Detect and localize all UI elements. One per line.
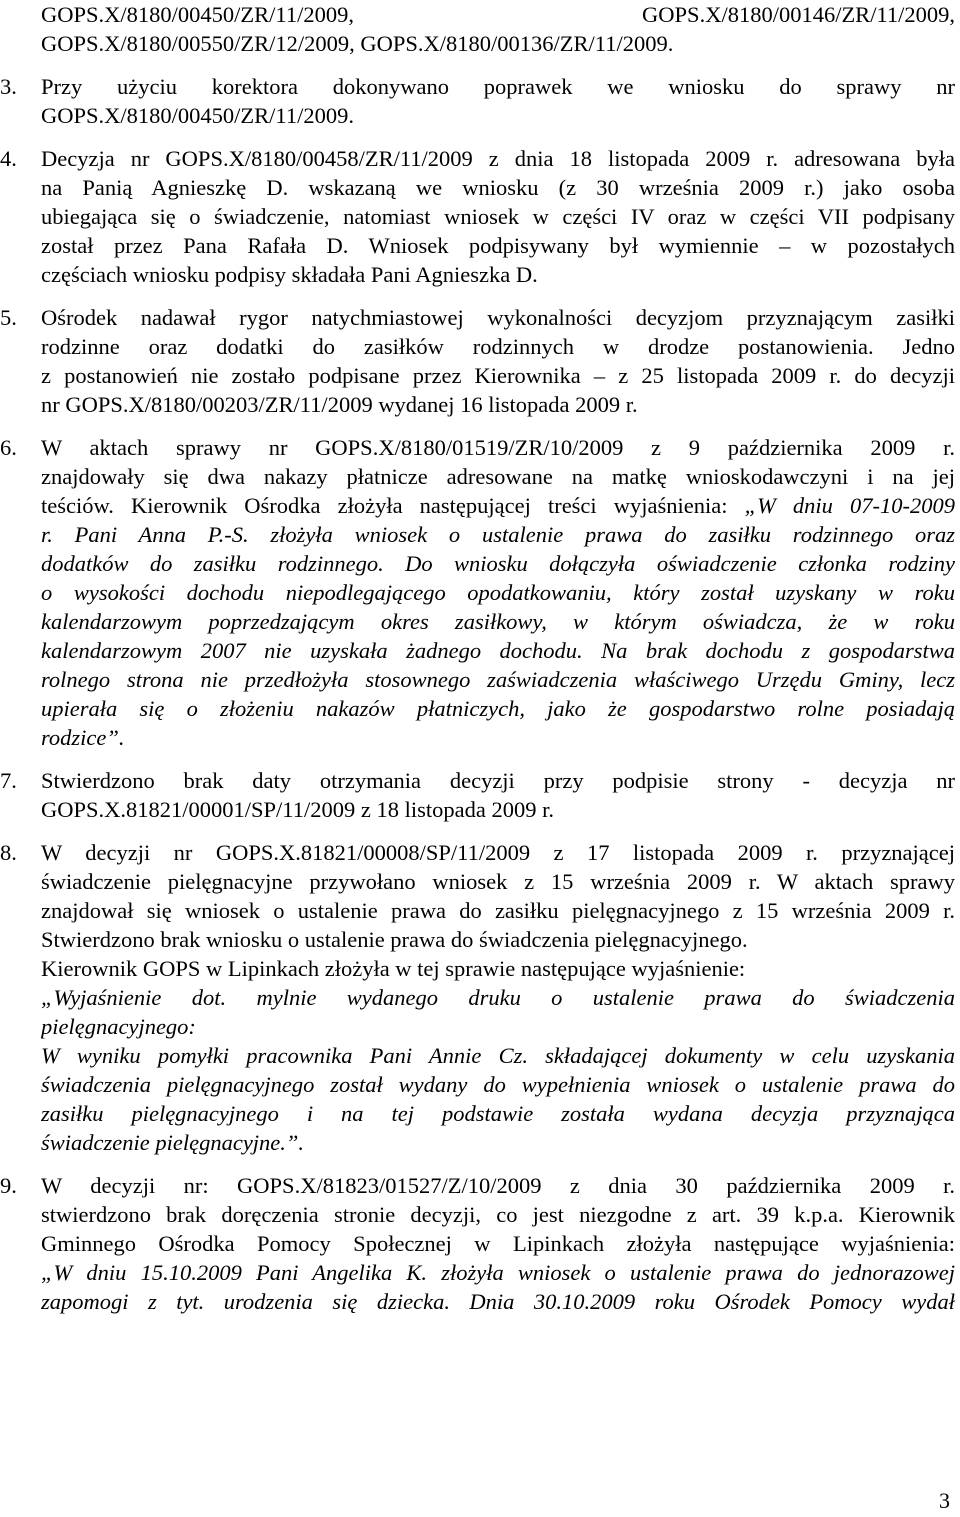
item-line: „Wyjaśnienie dot. mylnie wydanego druku o ustalenie prawa do świadczenia xyxy=(41,985,955,1010)
item-line: GOPS.X.81821/00001/SP/11/2009 z 18 listopada 2009 r. xyxy=(41,797,554,822)
item-line: częściach wniosku podpisy składała Pani Agnieszka D. xyxy=(41,262,538,287)
item-line: upierała się o złożeniu nakazów płatniczych, jako że gospodarstwo rolne posiadają xyxy=(41,696,955,721)
item-number: 4. xyxy=(0,146,17,171)
item-line: rodzinne oraz dodatki do zasiłków rodzinnych w drodze postanowienia. Jedno xyxy=(41,334,955,359)
item-line: Stwierdzono brak wniosku o ustalenie prawa do świadczenia pielęgnacyjnego. xyxy=(41,927,748,952)
item-line: 7. Stwierdzono brak daty otrzymania decyzji przy podpisie strony - decyzja nr xyxy=(0,768,955,793)
item-line: rodzice”. xyxy=(41,725,125,750)
header-line: GOPS.X/8180/00450/ZR/11/2009, GOPS.X/8180/00146/ZR/11/2009, xyxy=(41,2,955,27)
item-line: 6. W aktach sprawy nr GOPS.X/8180/01519/ZR/10/2009 z 9 października 2009 r. xyxy=(0,435,955,460)
item-number: 8. xyxy=(0,840,17,865)
item-line: 5. Ośrodek nadawał rygor natychmiastowej wykonalności decyzjom przyznającym zasiłki xyxy=(0,305,955,330)
header-line: GOPS.X/8180/00550/ZR/12/2009, GOPS.X/8180/00136/ZR/11/2009. xyxy=(41,31,674,56)
item-line: zasiłku pielęgnacyjnego i na tej podstawie została wydana decyzja przyznająca xyxy=(41,1101,955,1126)
item-line: z postanowień nie zostało podpisane przez Kierownika – z 25 listopada 2009 r. do decyzji xyxy=(41,363,955,388)
item-line: 3. Przy użyciu korektora dokonywano poprawek we wniosku do sprawy nr xyxy=(0,74,955,99)
item-line: 4. Decyzja nr GOPS.X/8180/00458/ZR/11/2009 z dnia 18 listopada 2009 r. adresowana była xyxy=(0,146,955,171)
list-item-9 xyxy=(0,1171,955,1316)
item-line: dodatków do zasiłku rodzinnego. Do wniosku dołączyła oświadczenie członka rodziny xyxy=(41,551,955,576)
item-number: 3. xyxy=(0,74,17,99)
item-line: „W dniu 15.10.2009 Pani Angelika K. złożyła wniosek o ustalenie prawa do jednorazowej xyxy=(41,1260,955,1285)
item-line: ubiegająca się o świadczenie, natomiast wniosek w części IV oraz w części VII podpisany xyxy=(41,204,955,229)
item-line: GOPS.X/8180/00450/ZR/11/2009. xyxy=(41,103,354,128)
item-line: pielęgnacyjnego: xyxy=(41,1014,196,1039)
item-line: świadczenia pielęgnacyjnego został wydany do wypełnienia wniosek o ustalenie prawa do xyxy=(41,1072,955,1097)
list-item-8 xyxy=(0,838,955,1157)
item-line: na Panią Agnieszkę D. wskazaną we wniosku (z 30 września 2009 r.) jako osoba xyxy=(41,175,955,200)
item-line: Kierownik GOPS w Lipinkach złożyła w tej sprawie następujące wyjaśnienie: xyxy=(41,956,746,981)
item-line: Gminnego Ośrodka Pomocy Społecznej w Lipinkach złożyła następujące wyjaśnienia: xyxy=(41,1231,955,1256)
item-line: kalendarzowym 2007 nie uzyskała żadnego dochodu. Na brak dochodu z gospodarstwa xyxy=(41,638,955,663)
item-line: teściów. Kierownik Ośrodka złożyła następującej treści wyjaśnienia: „W dniu 07-10-2009 xyxy=(41,493,955,518)
item-line: nr GOPS.X/8180/00203/ZR/11/2009 wydanej 16 listopada 2009 r. xyxy=(41,392,638,417)
item-line: świadczenie pielęgnacyjne przywołano wniosek z 15 września 2009 r. W aktach sprawy xyxy=(41,869,955,894)
list-item-4 xyxy=(0,144,955,289)
item-line: stwierdzono brak doręczenia stronie decyzji, co jest niezgodne z art. 39 k.p.a. Kierownik xyxy=(41,1202,955,1227)
item-number: 7. xyxy=(0,768,17,793)
item-line: o wysokości dochodu niepodlegającego opodatkowaniu, który został uzyskany w roku xyxy=(41,580,955,605)
list-item-7 xyxy=(0,766,955,824)
item-line: zapomogi z tyt. urodzenia się dziecka. Dnia 30.10.2009 roku Ośrodek Pomocy wydał xyxy=(41,1289,955,1314)
item-line: 8. W decyzji nr GOPS.X.81821/00008/SP/11/2009 z 17 listopada 2009 r. przyznającej xyxy=(0,840,955,865)
item-line: 9. W decyzji nr: GOPS.X/81823/01527/Z/10/2009 z dnia 30 października 2009 r. xyxy=(0,1173,955,1198)
item-line: świadczenie pielęgnacyjne.”. xyxy=(41,1130,305,1155)
list-item-5 xyxy=(0,303,955,419)
item-line: rolnego strona nie przedłożyła stosownego zaświadczenia właściwego Urzędu Gminy, lecz xyxy=(41,667,955,692)
item-line: został przez Pana Rafała D. Wniosek podpisywany był wymiennie – w pozostałych xyxy=(41,233,955,258)
item-number: 5. xyxy=(0,305,17,330)
item-number: 6. xyxy=(0,435,17,460)
list-item-3 xyxy=(0,72,955,130)
item-line: r. Pani Anna P.-S. złożyła wniosek o ustalenie prawa do zasiłku rodzinnego oraz xyxy=(41,522,955,547)
list-item-6 xyxy=(0,433,955,752)
item-number: 9. xyxy=(0,1173,17,1198)
item-line: kalendarzowym poprzedzającym okres zasiłkowy, w którym oświadcza, że w roku xyxy=(41,609,955,634)
item-line: W wyniku pomyłki pracownika Pani Annie Cz. składającej dokumenty w celu uzyskania xyxy=(41,1043,955,1068)
item-line: znajdowały się dwa nakazy płatnicze adresowane na matkę wnioskodawczyni i na jej xyxy=(41,464,955,489)
page-number: 3 xyxy=(939,1488,950,1513)
item-line: znajdował się wniosek o ustalenie prawa do zasiłku pielęgnacyjnego z 15 września 2009 r. xyxy=(41,898,955,923)
quote-start: W dniu 07-10-2009 xyxy=(757,493,955,518)
